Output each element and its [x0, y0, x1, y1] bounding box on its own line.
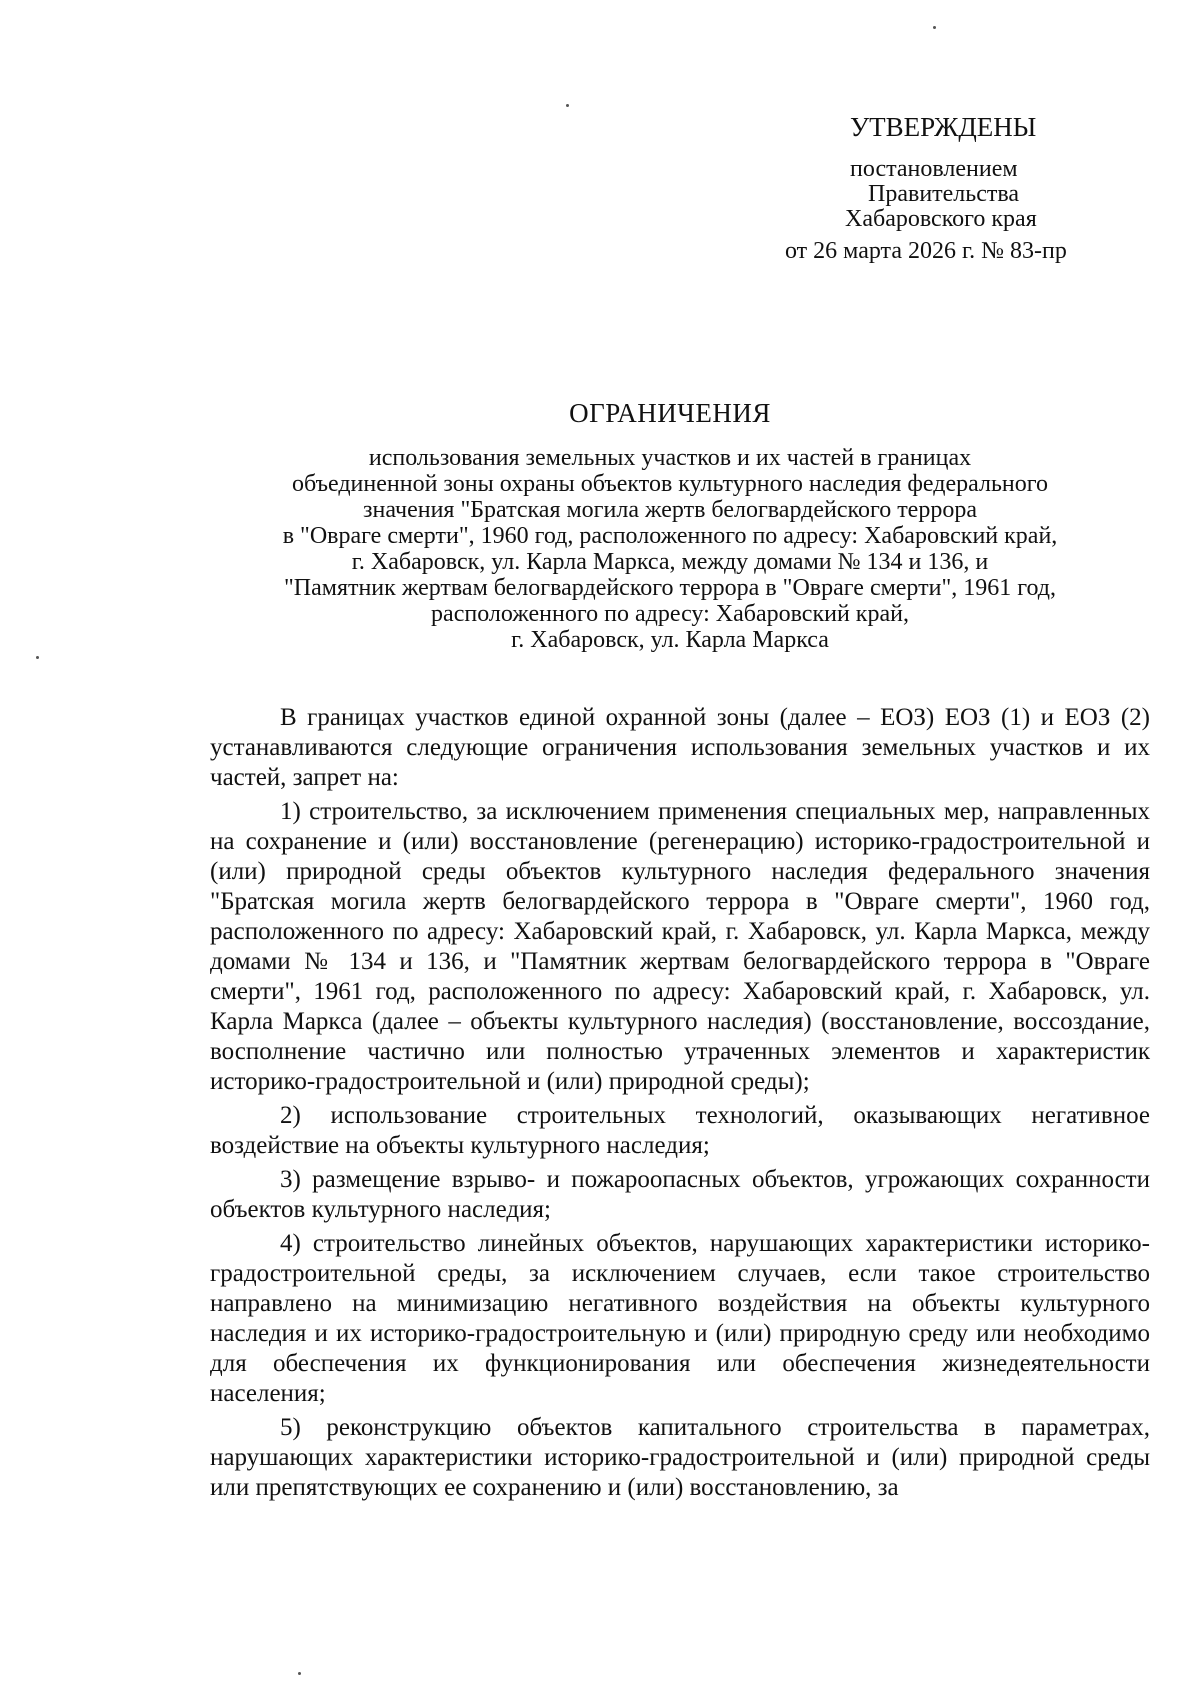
- document-title: ОГРАНИЧЕНИЯ: [569, 398, 771, 428]
- subtitle-line: "Памятник жертвам белогвардейского террора в "Овраге смерти", 1961 год,: [283, 575, 1057, 601]
- title-block: [170, 398, 1170, 653]
- approval-heading: УТВЕРЖДЕНЫ: [850, 112, 1037, 142]
- scan-speck: [36, 656, 39, 659]
- approval-line: Правительства: [868, 181, 1020, 207]
- scan-speck: [566, 104, 569, 107]
- subtitle-line: значения "Братская могила жертв белогвардейского террора: [363, 497, 977, 523]
- restriction-item-2: 2) использование строительных технологий, оказывающих негативное воздействие на объекты культурного наследия;: [210, 1102, 1150, 1159]
- subtitle-line: расположенного по адресу: Хабаровский край,: [431, 601, 909, 627]
- restriction-item-1: 1) строительство, за исключением применения специальных мер, направленных на сохранение и (или) восстановление (регенерацию) историко-градостроительной и (или) природной среды объектов культурного наследия федерального значения "Братская могила жертв белогвардейского террора в "Овраге смерти", 1960 год, расположенного по адресу: Хабаровский край, г. Хабаровск, ул. Карла Маркса, между домами № 134 и 136, и "Памятник жертвам белогвардейского террора в "Овраге смерти", 1961 год, расположенного по адресу: Хабаровский край, г. Хабаровск, ул. Карла Маркса (далее – объекты культурного наследия) (восстановление, воссоздание, восполнение частично или полностью утраченных элементов и характеристик историко-градостроительной и (или) природной среды);: [210, 798, 1150, 1095]
- restriction-item-3: 3) размещение взрыво- и пожароопасных объектов, угрожающих сохранности объектов культурного наследия;: [210, 1166, 1150, 1223]
- subtitle-line: использования земельных участков и их частей в границах: [368, 445, 972, 471]
- approval-line: постановлением: [850, 156, 1018, 182]
- intro-paragraph: В границах участков единой охранной зоны (далее – ЕОЗ) ЕОЗ (1) и ЕОЗ (2) устанавливаются следующие ограничения использования земельных участков и их частей, запрет на:: [210, 704, 1150, 791]
- restriction-item-4: 4) строительство линейных объектов, нарушающих характеристики историко-градостроительной среды, за исключением случаев, если такое строительство направлено на минимизацию негативного воздействия на объекты культурного наследия и их историко-градостроительную и (или) природную среду или необходимо для обеспечения их функционирования или обеспечения жизнедеятельности населения;: [210, 1230, 1150, 1407]
- subtitle-line: г. Хабаровск, ул. Карла Маркса, между домами № 134 и 136, и: [351, 549, 989, 575]
- scan-speck: [933, 26, 936, 29]
- subtitle-line: в "Овраге смерти", 1960 год, расположенного по адресу: Хабаровский край,: [282, 523, 1058, 549]
- restriction-item-5: 5) реконструкцию объектов капитального строительства в параметрах, нарушающих характеристики историко-градостроительной и (или) природной среды или препятствующих ее сохранению и (или) восстановлению, за: [210, 1414, 1150, 1501]
- scan-speck: [298, 1672, 301, 1675]
- subtitle-line: объединенной зоны охраны объектов культурного наследия федерального: [291, 471, 1048, 497]
- subtitle-line: г. Хабаровск, ул. Карла Маркса: [511, 627, 829, 653]
- approval-date-number: от 26 марта 2026 г. № 83-пр: [785, 238, 1067, 264]
- document-subtitle: [170, 445, 1170, 653]
- approval-line: Хабаровского края: [845, 206, 1037, 232]
- document-body: [210, 703, 1150, 1507]
